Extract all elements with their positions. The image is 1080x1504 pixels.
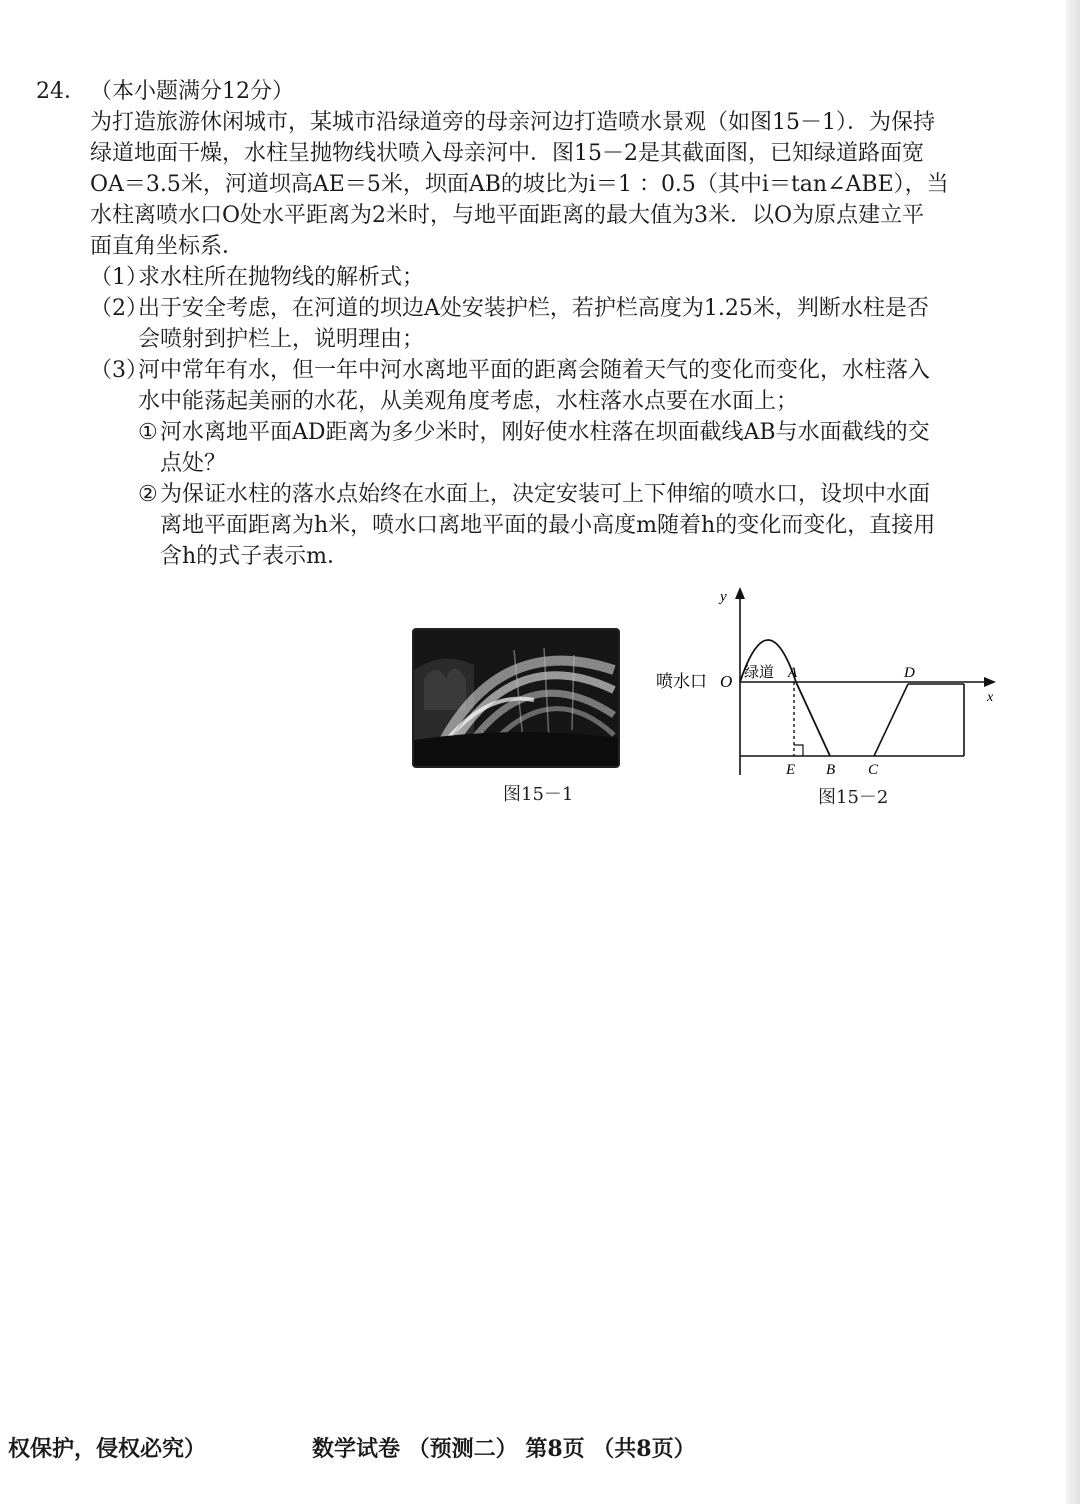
problem-points: （本小题满分12分） bbox=[90, 79, 294, 104]
sub-question-2-line: 为保证水柱的落水点始终在水面上，决定安装可上下伸缩的喷水口，设坝中水面 bbox=[160, 482, 931, 507]
cross-section-diagram bbox=[650, 585, 1010, 785]
sub-question-2-line: 含h的式子表示m． bbox=[160, 544, 350, 569]
sub-question-1 bbox=[138, 417, 1006, 479]
page-edge bbox=[1066, 0, 1080, 1504]
y-axis-label: y bbox=[720, 589, 727, 605]
question-2-line: 会喷射到护栏上，说明理由； bbox=[138, 327, 425, 352]
point-e-label: E bbox=[786, 762, 796, 778]
question-2-line: 出于安全考虑，在河道的坝边A处安装护栏，若护栏高度为1.25米，判断水柱是否 bbox=[138, 296, 929, 321]
fountain-photo-drawing bbox=[414, 630, 618, 766]
footer-copyright: 权保护，侵权必究） bbox=[8, 1436, 207, 1462]
problem-intro bbox=[36, 107, 1006, 262]
question-2-label: （2） bbox=[90, 296, 148, 321]
figure-2-caption: 图15－2 bbox=[818, 787, 889, 808]
sub-question-1-label: ① bbox=[138, 420, 158, 445]
point-c-label: C bbox=[868, 762, 879, 778]
intro-line: 面直角坐标系． bbox=[90, 234, 245, 259]
point-a-label: A bbox=[788, 665, 798, 681]
intro-line: OA＝3.5米，河道坝高AE＝5米，坝面AB的坡比为i＝1 ：0.5（其中i＝tan∠ABE），当 bbox=[90, 172, 949, 197]
figure-1-caption: 图15－1 bbox=[503, 784, 574, 805]
right-angle-mark bbox=[794, 745, 803, 756]
question-3-label: （3） bbox=[90, 358, 148, 383]
x-axis-label: x bbox=[987, 690, 994, 705]
sub-question-1-line: 河水离地平面AD距离为多少米时，刚好使水柱落在坝面截线AB与水面截线的交 bbox=[160, 420, 930, 445]
intro-line: 为打造旅游休闲城市，某城市沿绿道旁的母亲河边打造喷水景观（如图15－1）．为保持 bbox=[90, 110, 935, 135]
fountain-photo bbox=[412, 628, 620, 768]
sub-question-2-line: 离地平面距离为h米，喷水口离地平面的最小高度m随着h的变化而变化，直接用 bbox=[160, 513, 936, 538]
intro-line: 水柱离喷水口O处水平距离为2米时，与地平面距离的最大值为3米．以O为原点建立平 bbox=[90, 203, 925, 228]
question-1-text: 求水柱所在抛物线的解析式； bbox=[138, 265, 425, 290]
question-3-text bbox=[138, 355, 1006, 417]
origin-label: O bbox=[720, 672, 733, 691]
greenway-label: 绿道 bbox=[744, 663, 775, 681]
problem-number: 24． bbox=[36, 79, 86, 104]
y-axis-arrow-icon bbox=[735, 587, 745, 599]
question-3-line: 河中常年有水，但一年中河水离地平面的距离会随着天气的变化而变化，水柱落入 bbox=[138, 358, 931, 383]
problem-24 bbox=[36, 76, 1006, 572]
sub-question-2 bbox=[138, 479, 1006, 572]
footer-page-info: 数学试卷 （预测二） 第8页 （共8页） bbox=[312, 1436, 696, 1462]
intro-line: 绿道地面干燥，水柱呈抛物线状喷入母亲河中．图15－2是其截面图，已知绿道路面宽 bbox=[90, 141, 924, 166]
question-1 bbox=[90, 262, 1006, 293]
x-axis-arrow-icon bbox=[984, 677, 996, 687]
water-parabola bbox=[740, 640, 830, 756]
question-3 bbox=[90, 355, 1006, 417]
question-2-text bbox=[138, 293, 1006, 355]
problem-header bbox=[36, 76, 1006, 107]
sub-question-1-line: 点处？ bbox=[160, 451, 227, 476]
question-3-line: 水中能荡起美丽的水花，从美观角度考虑，水柱落水点要在水面上； bbox=[138, 389, 799, 414]
slope-cd bbox=[874, 684, 908, 756]
sub-question-1-text bbox=[160, 417, 1006, 479]
sub-question-2-text bbox=[160, 479, 1006, 572]
nozzle-label: 喷水口 bbox=[656, 672, 707, 692]
question-1-label: （1） bbox=[90, 265, 148, 290]
point-b-label: B bbox=[826, 762, 836, 778]
point-d-label: D bbox=[904, 665, 915, 681]
question-2 bbox=[90, 293, 1006, 355]
sub-question-2-label: ② bbox=[138, 482, 158, 507]
